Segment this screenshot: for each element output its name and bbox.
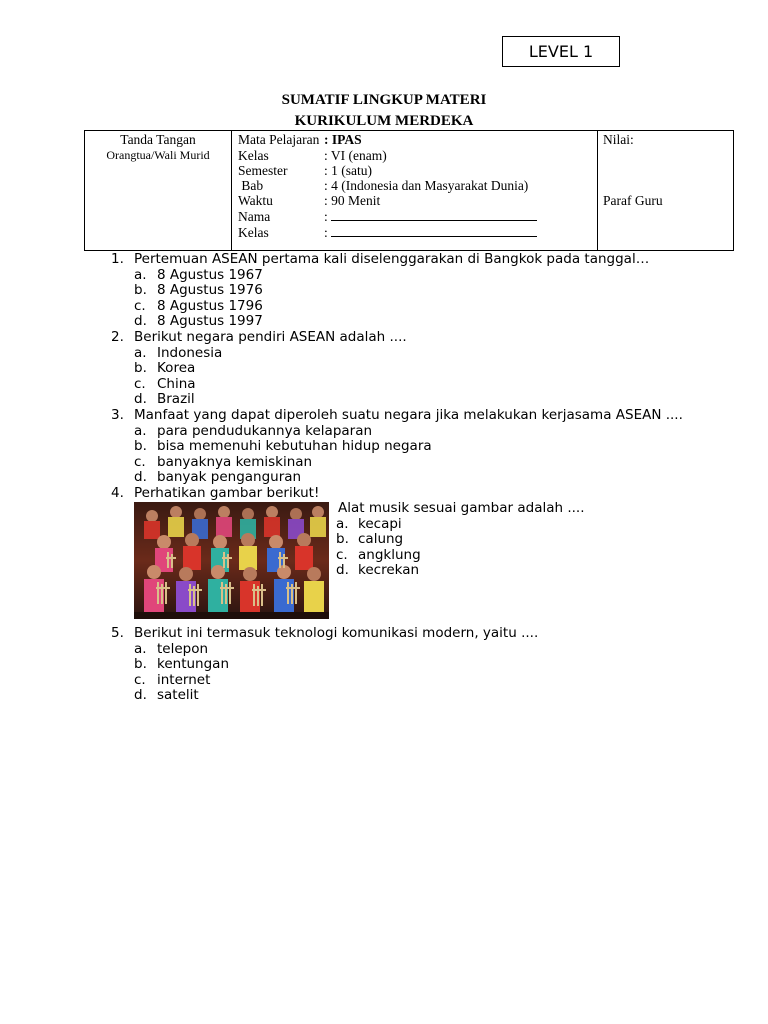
document-subtitle: KURIKULUM MERDEKA [294, 113, 474, 129]
question-text: Berikut negara pendiri ASEAN adalah .... [134, 329, 407, 345]
option-3d [134, 470, 301, 486]
option-text: China [157, 375, 196, 392]
question-5 [111, 626, 538, 642]
field-row-chapter [238, 178, 528, 194]
field-value: : VI (enam) [324, 148, 387, 163]
field-row-subject [238, 132, 362, 148]
field-row-semester [238, 163, 372, 179]
option-letter: a. [336, 515, 349, 532]
question-number: 1. [111, 251, 124, 267]
option-letter: d. [336, 562, 349, 579]
option-text: internet [157, 671, 211, 688]
option-text: bisa memenuhi kebutuhan hidup negara [157, 438, 432, 455]
field-value: : 4 (Indonesia dan Masyarakat Dunia) [324, 178, 529, 193]
option-2c [134, 377, 196, 393]
field-value: : 90 Menit [324, 193, 381, 208]
question-4-prompt: Alat musik sesuai gambar adalah .... [338, 500, 585, 516]
field-label: Mata Pelajaran [238, 132, 320, 147]
option-letter: a. [134, 344, 147, 361]
question-number: 3. [111, 407, 124, 423]
question-number: 4. [111, 485, 124, 501]
field-row-class [238, 148, 387, 164]
field-label: Nama [238, 209, 271, 224]
grade-cell [597, 131, 733, 250]
option-text: banyak penganguran [157, 469, 302, 486]
option-letter: c. [134, 671, 146, 688]
option-letter: b. [134, 282, 147, 299]
option-text: 8 Agustus 1796 [157, 297, 263, 314]
option-text: Brazil [157, 391, 195, 408]
option-5b [134, 657, 229, 673]
option-1a [134, 268, 263, 284]
option-5a [134, 642, 208, 658]
option-text: angklung [358, 546, 421, 563]
field-value: : 1 (satu) [324, 163, 372, 178]
option-text: kecrekan [358, 562, 420, 579]
field-value: : [324, 225, 328, 240]
name-blank-line[interactable] [331, 209, 537, 221]
signature-label: Tanda Tangan [120, 132, 196, 147]
option-2d [134, 392, 195, 408]
signature-cell [85, 131, 232, 250]
option-text: calung [358, 531, 404, 548]
field-row-time [238, 193, 380, 209]
field-row-class-blank [238, 225, 537, 241]
identity-table [84, 130, 734, 251]
option-letter: a. [134, 266, 147, 283]
question-text: Berikut ini termasuk teknologi komunikasi modern, yaitu .... [134, 625, 539, 641]
option-text: 8 Agustus 1967 [157, 266, 263, 283]
field-value: : [324, 209, 328, 224]
option-letter: c. [134, 297, 146, 314]
option-1d [134, 314, 263, 330]
option-letter: b. [134, 360, 147, 377]
question-4 [111, 486, 319, 502]
field-label: Bab [238, 178, 264, 193]
signature-sublabel: Orangtua/Wali Murid [106, 148, 210, 162]
option-letter: c. [336, 546, 348, 563]
field-label: Waktu [238, 193, 273, 208]
option-text: kecapi [358, 515, 402, 532]
level-label: LEVEL 1 [528, 42, 594, 61]
question-3 [111, 408, 683, 424]
option-1c [134, 299, 263, 315]
option-3a [134, 424, 372, 440]
question-number: 5. [111, 625, 124, 641]
option-text: Korea [157, 360, 196, 377]
option-4d [336, 562, 419, 578]
question-text: Perhatikan gambar berikut! [134, 485, 320, 501]
option-letter: d. [134, 687, 147, 704]
option-text: banyaknya kemiskinan [157, 453, 313, 470]
option-text: Indonesia [157, 344, 223, 361]
option-letter: d. [134, 313, 147, 330]
question-2 [111, 330, 407, 346]
option-text: para pendudukannya kelaparan [157, 422, 373, 439]
option-letter: b. [134, 656, 147, 673]
option-3b [134, 439, 432, 455]
grade-label: Nilai: [603, 132, 634, 147]
option-text: satelit [157, 687, 199, 704]
option-2a [134, 346, 222, 362]
option-letter: c. [134, 375, 146, 392]
question-1 [111, 252, 649, 268]
option-3c [134, 455, 312, 471]
question-text: Pertemuan ASEAN pertama kali diselenggarakan di Bangkok pada tanggal… [134, 251, 650, 267]
option-4a [336, 516, 402, 532]
field-label: Kelas [238, 225, 269, 240]
option-text: kentungan [157, 656, 230, 673]
option-text: 8 Agustus 1997 [157, 313, 263, 330]
option-letter: a. [134, 640, 147, 657]
option-5c [134, 673, 210, 689]
option-1b [134, 283, 263, 299]
level-badge [502, 36, 620, 67]
option-letter: b. [336, 531, 349, 548]
angklung-photo [134, 502, 329, 619]
question-text: Manfaat yang dapat diperoleh suatu negara jika melakukan kerjasama ASEAN .... [134, 407, 683, 423]
option-letter: d. [134, 469, 147, 486]
info-cell [231, 131, 598, 250]
question-number: 2. [111, 329, 124, 345]
option-text: telepon [157, 640, 209, 657]
option-text: 8 Agustus 1976 [157, 282, 263, 299]
document-title: SUMATIF LINGKUP MATERI [281, 92, 487, 108]
teacher-initial-label: Paraf Guru [603, 193, 663, 208]
field-value: : IPAS [324, 132, 362, 147]
field-row-name [238, 209, 537, 225]
option-letter: a. [134, 422, 147, 439]
field-label: Semester [238, 163, 288, 178]
option-letter: b. [134, 438, 147, 455]
field-label: Kelas [238, 148, 269, 163]
class-blank-line[interactable] [331, 225, 537, 237]
option-5d [134, 688, 199, 704]
option-4b [336, 531, 403, 547]
option-letter: c. [134, 453, 146, 470]
option-2b [134, 361, 195, 377]
option-letter: d. [134, 391, 147, 408]
option-4c [336, 547, 421, 563]
